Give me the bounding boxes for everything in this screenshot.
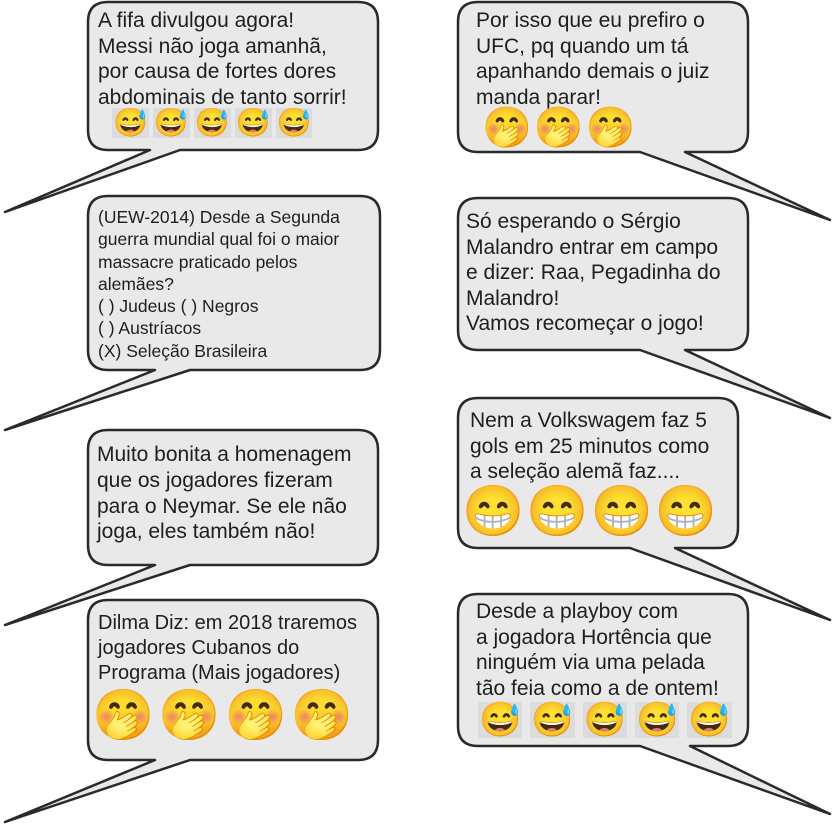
sweat-smile-icon: 😅 xyxy=(113,107,148,138)
bubble-line: massacre praticado pelos xyxy=(98,251,298,272)
bubble-text-ufc xyxy=(476,8,710,110)
bubble-text-messi xyxy=(98,8,347,110)
bubble-line: guerra mundial qual foi o maior xyxy=(98,229,340,250)
bubble-line: Nem a Volkswagem faz 5 xyxy=(470,409,707,432)
sweat-smile-icon: 😅 xyxy=(583,701,627,739)
grin-icon: 😁 xyxy=(526,483,589,539)
bubble-line: UFC, pq quando um tá xyxy=(476,34,689,58)
bubble-line: tão feia como a de ontem! xyxy=(476,676,719,700)
grin-icon: 😁 xyxy=(462,483,525,539)
emoji-row-volkswagem xyxy=(462,483,718,539)
bubble-line: para o Neymar. Se ele não xyxy=(97,494,347,518)
grin-icon: 😁 xyxy=(654,483,718,539)
bubble-line: ( ) Judeus ( ) Negros xyxy=(98,296,259,317)
shy-laugh-icon: 🤭 xyxy=(482,106,532,150)
sweat-smile-icon: 😅 xyxy=(194,107,230,138)
sweat-smile-icon: 😅 xyxy=(479,701,522,739)
bubble-line: e dizer: Raa, Pegadinha do xyxy=(466,261,721,284)
bubble-text-uew xyxy=(98,206,340,362)
smirk-emoji-icon: 🤭 xyxy=(158,687,221,743)
sweat-smile-icon: 😅 xyxy=(688,701,731,739)
bubble-line: a seleção alemã faz.... xyxy=(470,460,681,483)
emoji-row-messi xyxy=(112,108,312,138)
bubble-line: a jogadora Hortência que xyxy=(476,625,712,649)
bubble-text-playboy xyxy=(476,599,719,701)
bubble-text-volkswagem xyxy=(470,408,709,485)
emoji-row-dilma xyxy=(92,687,354,743)
bubble-line: apanhando demais o juiz xyxy=(476,60,710,83)
sweat-smile-icon: 😅 xyxy=(276,107,312,138)
bubble-text-malandro xyxy=(466,209,721,337)
bubble-text-dilma xyxy=(98,611,357,686)
shy-laugh-icon: 🤭 xyxy=(585,106,636,150)
emoji-row-ufc xyxy=(482,108,635,148)
bubble-line: Desde a playboy com xyxy=(476,600,678,623)
bubble-line: abdominais de tanto sorrir! xyxy=(98,85,347,109)
emoji-row-playboy xyxy=(478,702,732,738)
bubble-line: que os jogadores fizeram xyxy=(97,468,333,492)
bubble-line: Messi não joga amanhã, xyxy=(98,34,327,58)
grin-icon: 😁 xyxy=(590,483,653,539)
bubble-line: gols em 25 minutos como xyxy=(470,434,710,458)
bubble-line: (X) Seleção Brasileira xyxy=(98,340,268,361)
sweat-smile-icon: 😅 xyxy=(636,701,679,739)
bubble-line: Malandro! xyxy=(466,286,560,310)
bubble-line: (UEW-2014) Desde a Segunda xyxy=(98,207,340,227)
bubble-line: manda parar! xyxy=(476,85,601,109)
bubble-line: ( ) Austríacos xyxy=(98,318,202,339)
bubble-line: ninguém via uma pelada xyxy=(476,651,705,674)
smirk-emoji-icon: 🤭 xyxy=(92,687,155,743)
sweat-smile-icon: 😅 xyxy=(531,701,574,739)
bubble-line: alemães? xyxy=(98,273,174,294)
smirk-emoji-icon: 🤭 xyxy=(290,687,354,743)
bubble-line: por causa de fortes dores xyxy=(98,60,337,83)
sweat-smile-icon: 😅 xyxy=(153,107,189,138)
bubble-line: Dilma Diz: em 2018 traremos xyxy=(98,612,357,634)
bubble-line: Por isso que eu prefiro o xyxy=(476,9,705,32)
bubble-line: Programa (Mais jogadores) xyxy=(98,662,341,684)
bubble-line: Muito bonita a homenagem xyxy=(97,443,352,466)
bubble-line: Vamos recomeçar o jogo! xyxy=(466,312,704,335)
smirk-emoji-icon: 🤭 xyxy=(224,687,287,743)
bubble-line: joga, eles também não! xyxy=(97,520,316,544)
bubble-line: A fifa divulgou agora! xyxy=(98,9,295,32)
sweat-smile-icon: 😅 xyxy=(235,107,271,138)
bubble-line: Malandro entrar em campo xyxy=(466,235,719,259)
shy-laugh-icon: 🤭 xyxy=(533,106,584,150)
bubble-line: jogadores Cubanos do xyxy=(98,637,300,659)
bubble-text-neymar xyxy=(97,442,352,545)
bubble-line: Só esperando o Sérgio xyxy=(466,210,681,233)
